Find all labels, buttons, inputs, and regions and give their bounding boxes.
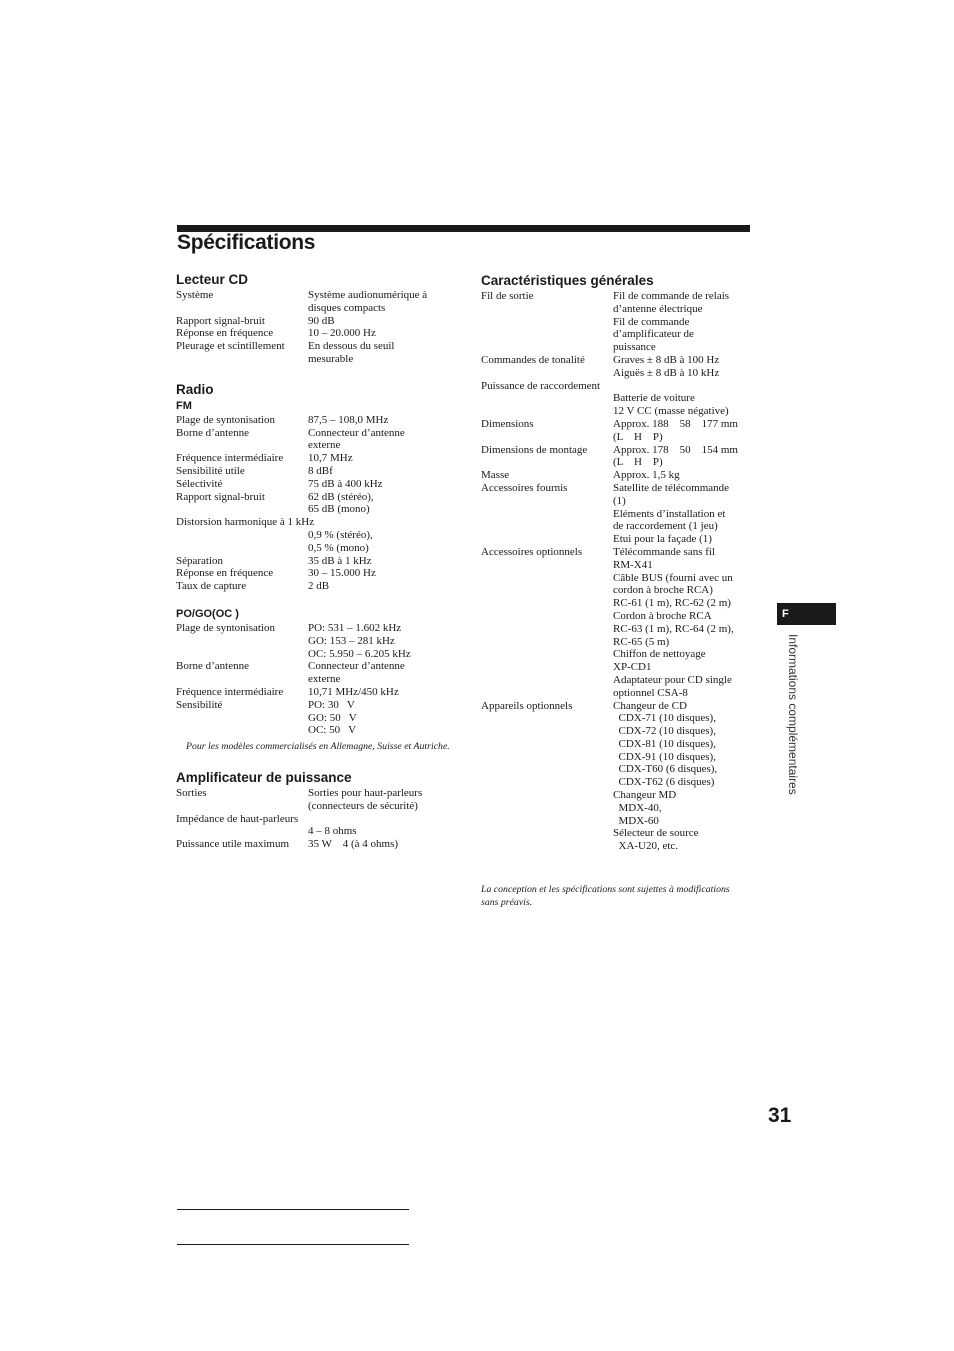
spec-value: disques compacts — [308, 301, 386, 314]
page-number: 31 — [768, 1104, 792, 1127]
side-section-label: Informations complémentaires — [786, 634, 800, 795]
spec-value: CDX-T60 (6 disques), — [613, 763, 718, 776]
spec-label: Sensibilité utile — [176, 464, 245, 477]
spec-row — [176, 567, 456, 580]
spec-row — [176, 491, 456, 504]
spec-row — [176, 478, 456, 491]
spec-value: RC-61 (1 m), RC-62 (2 m) — [613, 597, 731, 610]
spec-value: 2 dB — [308, 580, 330, 593]
spec-label: Commandes de tonalité — [481, 353, 585, 366]
disclaimer-note: La conception et les spécifications sont sujettes à modifications sans préavis. — [481, 884, 730, 908]
spec-row — [176, 800, 456, 813]
spec-row — [481, 559, 756, 572]
subheading-am: PO/GO(OC ) — [176, 607, 239, 620]
right-column — [481, 271, 756, 853]
spec-row — [176, 648, 456, 661]
spec-value: (L H P) — [613, 456, 663, 469]
spec-value: PO: 531 – 1.602 kHz — [308, 621, 402, 634]
spec-value: CDX-91 (10 disques), — [613, 750, 716, 763]
spec-row — [481, 290, 756, 303]
spec-value: Connecteur d’antenne — [308, 426, 405, 439]
spec-value: 30 – 15.000 Hz — [308, 567, 376, 580]
spec-value: CDX-81 (10 disques), — [613, 737, 716, 750]
spec-value: CDX-T62 (6 disques) — [613, 776, 715, 789]
spec-row — [481, 367, 756, 380]
spec-value: 87,5 – 108,0 MHz — [308, 413, 389, 426]
spec-value: 35 W 4 (à 4 ohms) — [308, 838, 399, 851]
spec-row — [176, 660, 456, 673]
spec-value: Sélecteur de source — [613, 827, 699, 840]
spec-row — [481, 840, 756, 853]
spec-value: d’antenne électrique — [613, 302, 703, 315]
page-title: Spécifications — [177, 231, 316, 254]
spec-row — [481, 712, 756, 725]
spec-value: MDX-40, — [613, 801, 662, 814]
spec-value: 0,9 % (stéréo), — [308, 528, 373, 541]
spec-value: PO: 30 V — [308, 698, 355, 711]
spec-value: mesurable — [308, 352, 354, 365]
spec-label: Accessoires fournis — [481, 481, 568, 494]
spec-label: Accessoires optionnels — [481, 545, 583, 558]
spec-row — [481, 482, 756, 495]
spec-row — [481, 533, 756, 546]
spec-row — [481, 520, 756, 533]
spec-label: Réponse en fréquence — [176, 567, 274, 580]
spec-row — [176, 712, 456, 725]
spec-label: Plage de syntonisation — [176, 621, 275, 634]
spec-label: Puissance de raccordement — [481, 379, 601, 392]
spec-row — [481, 392, 756, 405]
spec-value: de raccordement (1 jeu) — [613, 520, 718, 533]
spec-label: Borne d’antenne — [176, 426, 249, 439]
spec-row — [481, 316, 756, 329]
spec-row — [176, 555, 456, 568]
spec-value: externe — [308, 673, 341, 686]
spec-value: (1) — [613, 494, 626, 507]
spec-row — [481, 597, 756, 610]
spec-value: Satellite de télécommande — [613, 481, 730, 494]
spec-row — [481, 738, 756, 751]
section-heading-lecteur-cd: Lecteur CD — [176, 272, 249, 287]
spec-value: 65 dB (mono) — [308, 503, 370, 516]
spec-row — [481, 456, 756, 469]
spec-label: Dimensions de montage — [481, 443, 588, 456]
spec-value: 62 dB (stéréo), — [308, 490, 374, 503]
spec-label: Réponse en fréquence — [176, 327, 274, 340]
spec-row — [176, 542, 456, 555]
spec-row — [481, 444, 756, 457]
spec-value: 10 – 20.000 Hz — [308, 327, 376, 340]
spec-label: Plage de syntonisation — [176, 413, 275, 426]
spec-value: Etui pour la façade (1) — [613, 533, 712, 546]
spec-value: puissance — [613, 341, 656, 354]
spec-row — [176, 302, 456, 315]
spec-row — [481, 610, 756, 623]
spec-row — [176, 327, 456, 340]
spec-label: Rapport signal-bruit — [176, 314, 265, 327]
spec-value: (connecteurs de sécurité) — [308, 799, 418, 812]
spec-value: Approx. 178 50 154 mm — [613, 443, 738, 456]
spec-row — [481, 661, 756, 674]
spec-value: OC: 5.950 – 6.205 kHz — [308, 647, 411, 660]
spec-row — [176, 340, 456, 353]
subheading-fm: FM — [176, 399, 192, 412]
spec-value: Changeur MD — [613, 789, 677, 802]
spec-row — [481, 802, 756, 815]
spec-label: Impédance de haut-parleurs — [176, 812, 299, 825]
spec-value: externe — [308, 439, 341, 452]
spec-value: Eléments d’installation et — [613, 507, 726, 520]
spec-row — [481, 815, 756, 828]
spec-value: Fil de commande — [613, 315, 690, 328]
spec-label: Séparation — [176, 554, 224, 567]
spec-row — [176, 427, 456, 440]
spec-row — [176, 838, 456, 851]
spec-label: Sorties — [176, 786, 207, 799]
spec-value: cordon à broche RCA) — [613, 584, 713, 597]
spec-value: Chiffon de nettoyage — [613, 648, 706, 661]
spec-label: Dimensions — [481, 417, 534, 430]
spec-value: OC: 50 V — [308, 724, 357, 737]
spec-value: Cordon à broche RCA — [613, 609, 712, 622]
lecteur-cd-specs — [176, 289, 456, 366]
spec-row — [176, 787, 456, 800]
spec-label: Rapport signal-bruit — [176, 490, 265, 503]
spec-value: 4 – 8 ohms — [308, 825, 357, 838]
spec-value: Fil de commande de relais — [613, 290, 730, 302]
am-specs — [176, 622, 456, 737]
spec-value: Aiguës ± 8 dB à 10 kHz — [613, 366, 720, 379]
spec-row — [481, 328, 756, 341]
spec-row — [481, 674, 756, 687]
spec-value: Connecteur d’antenne — [308, 660, 405, 673]
spec-value: 35 dB à 1 kHz — [308, 554, 372, 567]
spec-row — [481, 687, 756, 700]
spec-value: Adaptateur pour CD single — [613, 673, 732, 686]
spec-value: RC-63 (1 m), RC-64 (2 m), — [613, 622, 734, 635]
spec-label: Distorsion harmonique à 1 kHz — [176, 516, 315, 529]
spec-row — [176, 699, 456, 712]
spec-row — [176, 529, 456, 542]
spec-value: Batterie de voiture — [613, 392, 695, 405]
spec-value: CDX-72 (10 disques), — [613, 725, 716, 738]
spec-label: Taux de capture — [176, 580, 247, 593]
spec-row — [481, 623, 756, 636]
left-column — [176, 270, 456, 851]
spec-row — [176, 825, 456, 838]
spec-row — [481, 431, 756, 444]
spec-row — [176, 813, 456, 826]
spec-value: (L H P) — [613, 430, 663, 443]
spec-row — [481, 495, 756, 508]
spec-row — [481, 700, 756, 713]
spec-label: Appareils optionnels — [481, 699, 573, 712]
spec-label: Borne d’antenne — [176, 660, 249, 673]
spec-value: XA-U20, etc. — [613, 840, 679, 853]
spec-row — [481, 572, 756, 585]
spec-value: MDX-60 — [613, 814, 659, 827]
spec-value: XP-CD1 — [613, 661, 652, 674]
section-heading-caracteristiques: Caractéristiques générales — [481, 273, 654, 288]
spec-row — [176, 452, 456, 465]
spec-row — [481, 725, 756, 738]
spec-row — [176, 503, 456, 516]
spec-row — [176, 673, 456, 686]
spec-label: Puissance utile maximum — [176, 838, 290, 851]
spec-row — [481, 380, 756, 393]
spec-row — [176, 516, 456, 529]
spec-row — [176, 289, 456, 302]
spec-value: Changeur de CD — [613, 699, 687, 712]
spec-row — [176, 353, 456, 366]
spec-value: CDX-71 (10 disques), — [613, 712, 716, 725]
section-heading-amplificateur: Amplificateur de puissance — [176, 769, 352, 785]
spec-row — [176, 465, 456, 478]
spec-value: RC-65 (5 m) — [613, 635, 670, 648]
spec-row — [176, 439, 456, 452]
spec-row — [481, 648, 756, 661]
spec-value: Approx. 1,5 kg — [613, 469, 680, 482]
fm-specs — [176, 414, 456, 593]
spec-label: Fréquence intermédiaire — [176, 685, 284, 698]
spec-value: 10,71 MHz/450 kHz — [308, 685, 399, 698]
spec-value: 12 V CC (masse négative) — [613, 405, 729, 418]
spec-row — [481, 418, 756, 431]
spec-row — [176, 580, 456, 593]
spec-row — [481, 354, 756, 367]
spec-value: 0,5 % (mono) — [308, 541, 369, 554]
spec-value: RM-X41 — [613, 558, 653, 571]
spec-value: 75 dB à 400 kHz — [308, 477, 383, 490]
spec-label: Sélectivité — [176, 477, 223, 490]
amplificateur-specs — [176, 787, 456, 851]
spec-row — [176, 724, 456, 737]
spec-row — [481, 776, 756, 789]
spec-row — [481, 508, 756, 521]
spec-value: Approx. 188 58 177 mm — [613, 417, 738, 430]
spec-row — [481, 763, 756, 776]
spec-value: 90 dB — [308, 314, 335, 327]
spec-label: Système — [176, 289, 214, 301]
spec-value: 10,7 MHz — [308, 452, 353, 465]
section-heading-radio: Radio — [176, 381, 214, 397]
footer-rule-2 — [177, 1244, 409, 1245]
spec-row — [481, 303, 756, 316]
spec-label: Fil de sortie — [481, 290, 534, 302]
language-tab: F — [777, 603, 836, 625]
spec-value: Sorties pour haut-parleurs — [308, 786, 423, 799]
spec-value: En dessous du seuil — [308, 340, 395, 353]
spec-value: Système audionumérique à — [308, 289, 428, 301]
spec-row — [176, 315, 456, 328]
spec-row — [176, 414, 456, 427]
spec-value: GO: 153 – 281 kHz — [308, 634, 395, 647]
spec-value: Graves ± 8 dB à 100 Hz — [613, 353, 720, 366]
spec-row — [481, 751, 756, 764]
spec-value: Câble BUS (fourni avec un — [613, 571, 733, 584]
general-specs — [481, 290, 756, 853]
spec-label: Masse — [481, 469, 510, 482]
spec-row — [176, 686, 456, 699]
spec-row — [481, 636, 756, 649]
spec-label: Fréquence intermédiaire — [176, 452, 284, 465]
spec-row — [176, 622, 456, 635]
footer-rule-1 — [177, 1209, 409, 1210]
spec-row — [481, 789, 756, 802]
spec-row — [481, 584, 756, 597]
spec-value: Télécommande sans fil — [613, 545, 716, 558]
spec-value: optionnel CSA-8 — [613, 686, 688, 699]
spec-label: Pleurage et scintillement — [176, 340, 285, 353]
spec-value: d’amplificateur de — [613, 328, 694, 341]
radio-note: Pour les modèles commercialisés en Allemagne, Suisse et Autriche. — [186, 741, 450, 753]
spec-row — [481, 469, 756, 482]
spec-label: Sensibilité — [176, 698, 223, 711]
spec-row — [176, 635, 456, 648]
spec-row — [481, 827, 756, 840]
spec-row — [481, 405, 756, 418]
spec-value: GO: 50 V — [308, 711, 357, 724]
spec-row — [481, 546, 756, 559]
spec-value: 8 dBf — [308, 464, 333, 477]
spec-row — [481, 341, 756, 354]
